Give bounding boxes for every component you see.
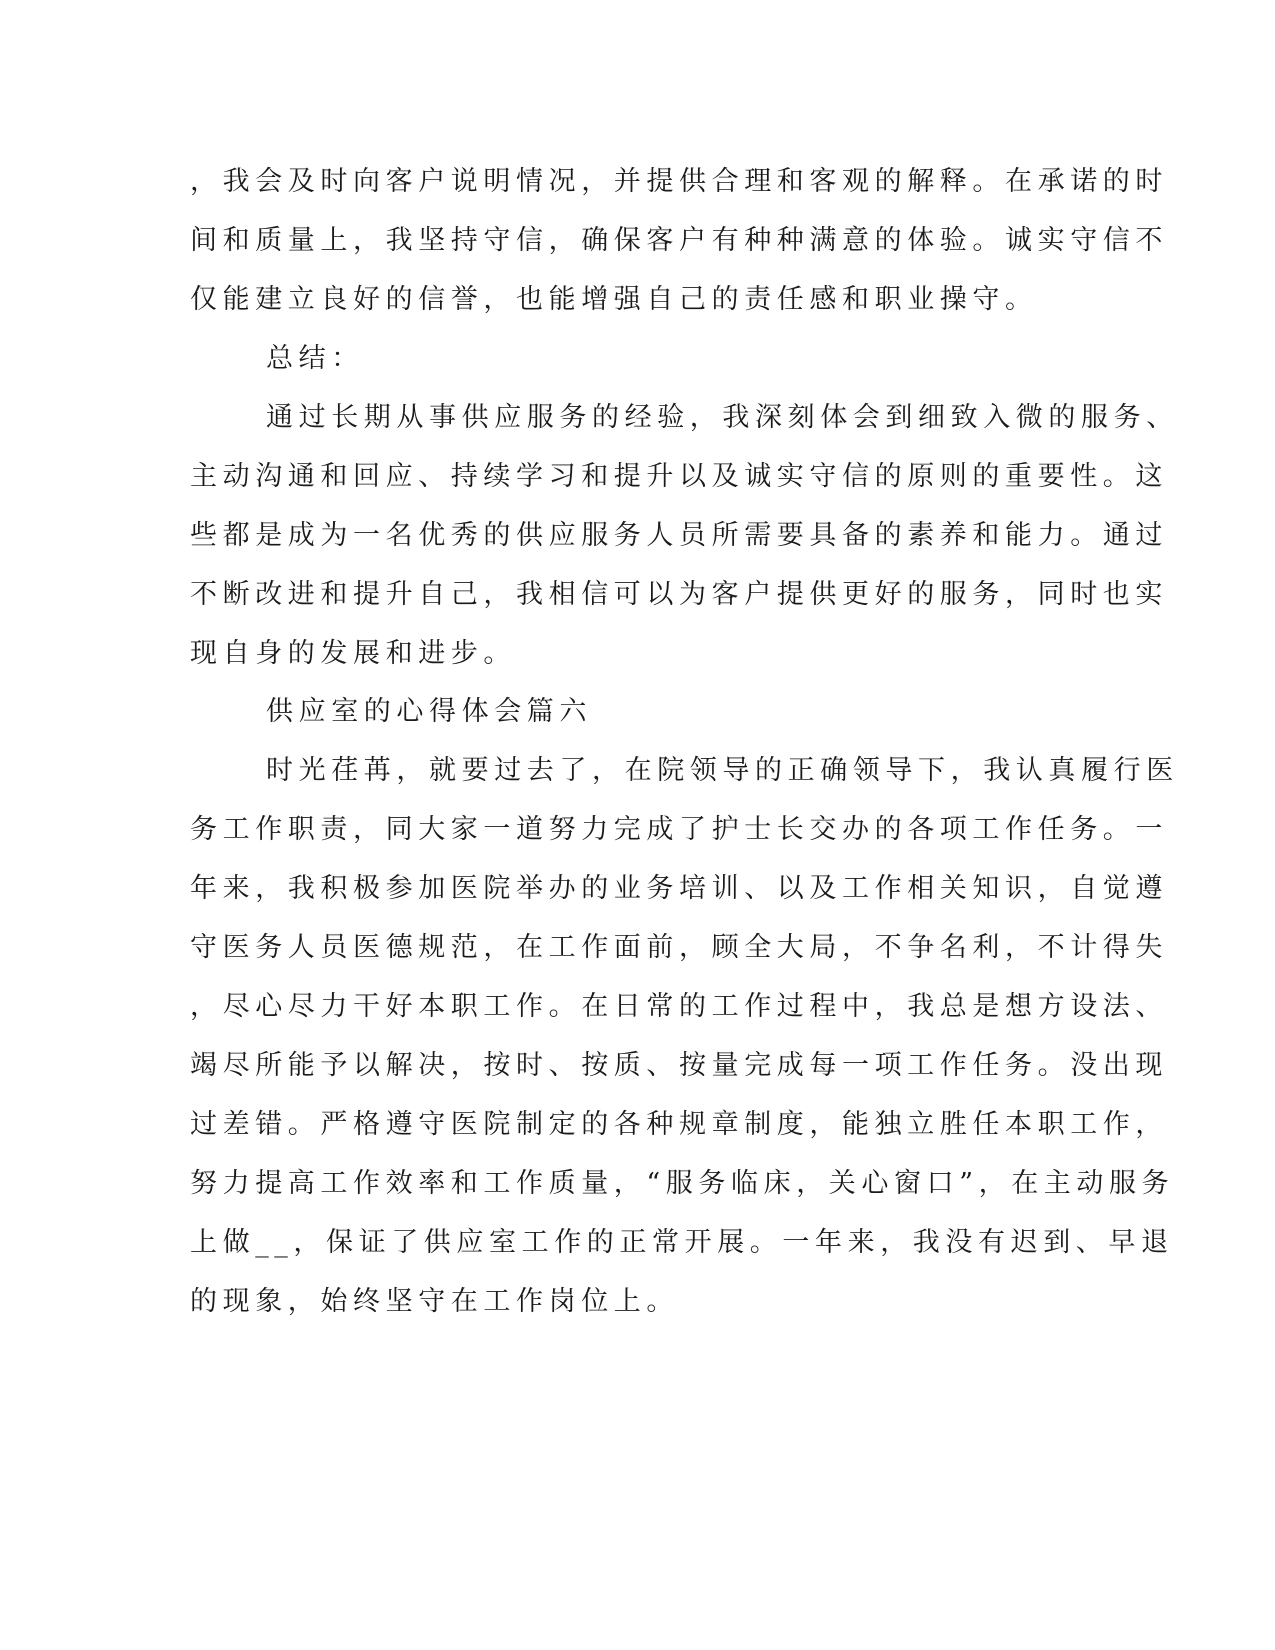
text-line: ，尽心尽力干好本职工作。在日常的工作过程中，我总是想方设法、	[190, 991, 1168, 1022]
text-line: 上做__，保证了供应室工作的正常开展。一年来，我没有迟到、早退	[190, 1227, 1174, 1258]
text-line: 通过长期从事供应服务的经验，我深刻体会到细致入微的服务、	[266, 402, 1179, 433]
text-line: ，我会及时向客户说明情况，并提供合理和客观的解释。在承诺的时	[190, 166, 1168, 197]
text-line: 务工作职责，同大家一道努力完成了护士长交办的各项工作任务。一	[190, 814, 1168, 845]
text-line: 主动沟通和回应、持续学习和提升以及诚实守信的原则的重要性。这	[190, 461, 1168, 492]
section-heading-summary: 总结：	[266, 343, 364, 374]
text-line: 年来，我积极参加医院举办的业务培训、以及工作相关知识，自觉遵	[190, 873, 1168, 904]
text-line: 时光荏苒，就要过去了，在院领导的正确领导下，我认真履行医	[266, 755, 1179, 786]
text-line: 不断改进和提升自己，我相信可以为客户提供更好的服务，同时也实	[190, 579, 1168, 610]
text-line: 现自身的发展和进步。	[190, 638, 516, 669]
text-line: 间和质量上，我坚持守信，确保客户有种种满意的体验。诚实守信不	[190, 225, 1168, 256]
text-line: 些都是成为一名优秀的供应服务人员所需要具备的素养和能力。通过	[190, 520, 1168, 551]
text-line: 竭尽所能予以解决，按时、按质、按量完成每一项工作任务。没出现	[190, 1050, 1168, 1081]
text-line: 守医务人员医德规范，在工作面前，顾全大局，不争名利，不计得失	[190, 932, 1168, 963]
text-line: 的现象，始终坚守在工作岗位上。	[190, 1286, 679, 1317]
text-line: 努力提高工作效率和工作质量，“服务临床，关心窗口”，在主动服务	[190, 1168, 1175, 1199]
text-line: 过差错。严格遵守医院制定的各种规章制度，能独立胜任本职工作，	[190, 1109, 1168, 1140]
section-heading-part-six: 供应室的心得体会篇六	[266, 696, 592, 727]
text-line: 仅能建立良好的信誉，也能增强自己的责任感和职业操守。	[190, 284, 1038, 315]
